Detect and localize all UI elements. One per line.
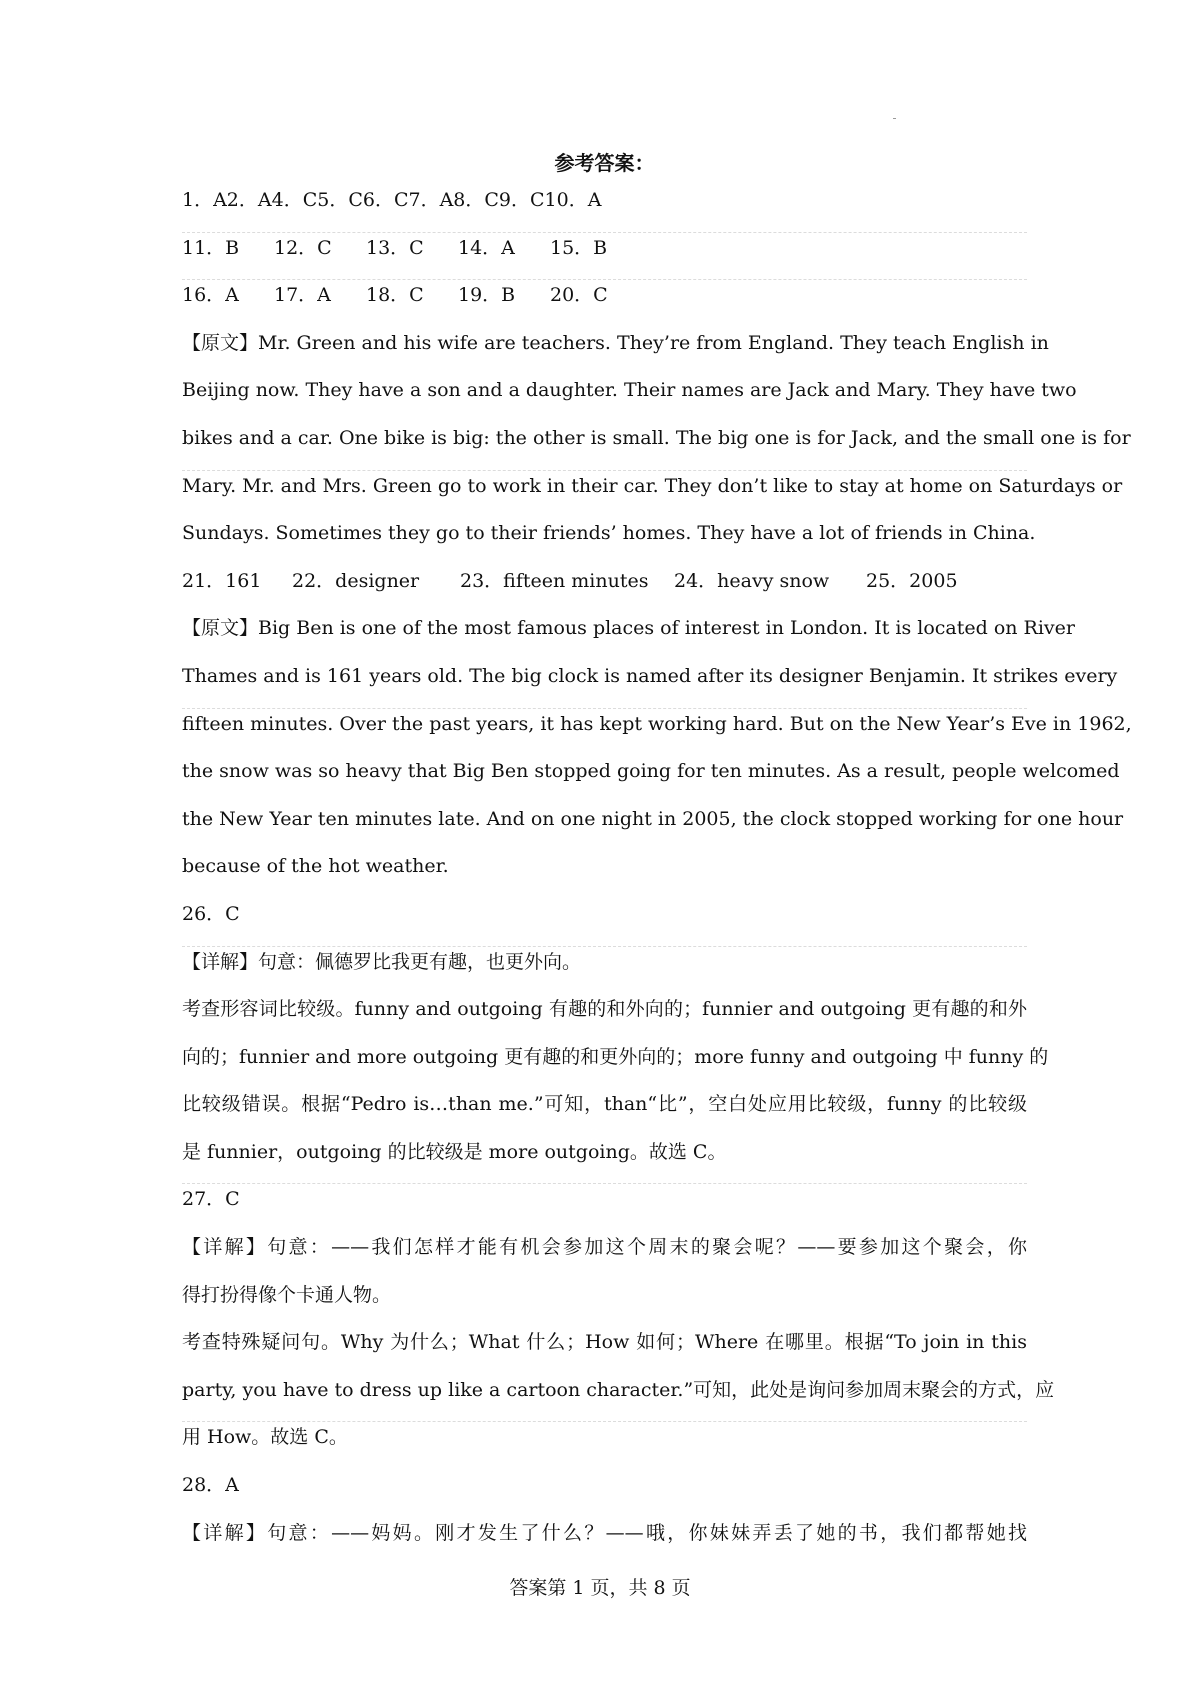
answer-item: 24．heavy snow: [674, 569, 830, 592]
answers-11-15: [182, 233, 1027, 281]
passage2-line: because of the hot weather.: [182, 855, 449, 878]
page-footer: 答案第 1 页，共 8 页: [509, 1577, 691, 1599]
q26-explanation-line: 是 funnier，outgoing 的比较级是 more outgoing。故选 C。: [182, 1137, 1027, 1185]
q26-explanation-line: 考查形容词比较级。funny and outgoing 有趣的和外向的；funnier and outgoing 更有趣的和外: [182, 998, 1027, 1021]
answer-lines: [182, 185, 1132, 1565]
answer-item: 22．designer: [292, 569, 420, 592]
answer-item: 14．A: [458, 236, 515, 259]
q27-explanation-line: 得打扮得像个卡通人物。: [182, 1283, 392, 1306]
answers-16-20: [182, 280, 1027, 328]
answer-item: 23．fifteen minutes: [460, 569, 649, 592]
answer-item: 21．161: [182, 569, 262, 592]
passage2-line: the snow was so heavy that Big Ben stopped going for ten minutes. As a result, people welcomed: [182, 760, 1120, 783]
q27-explanation-line: 考查特殊疑问句。Why 为什么；What 什么；How 如何；Where 在哪里。根据“To join in this: [182, 1331, 1027, 1354]
passage1-line: bikes and a car. One bike is big: the other is small. The big one is for Jack, and the small one is for: [182, 423, 1027, 471]
q27-explanation-line: 【详解】句意：——我们怎样才能有机会参加这个周末的聚会呢？——要参加这个聚会，你: [182, 1236, 1027, 1259]
q27-answer: 27．C: [182, 1188, 240, 1211]
page-title: 参考答案：: [554, 151, 655, 175]
q26-explanation-line: 比较级错误。根据“Pedro is…than me.”可知，than“比”，空白处应用比较级，funny 的比较级: [182, 1093, 1027, 1116]
q28-answer: 28．A: [182, 1474, 239, 1497]
answers-21-25: [182, 566, 1027, 614]
answer-item: 17．A: [274, 284, 331, 307]
answer-item: 18．C: [366, 284, 424, 307]
passage1-line: 【原文】Mr. Green and his wife are teachers. They’re from England. They teach English in: [182, 331, 1049, 354]
answer-item: 15．B: [550, 236, 608, 259]
q27-explanation-line: 用 How。故选 C。: [182, 1426, 348, 1449]
answer-item: 12．C: [274, 236, 332, 259]
passage2-line: Thames and is 161 years old. The big clock is named after its designer Benjamin. It strikes every: [182, 661, 1027, 709]
answer-item: 16．A: [182, 284, 239, 307]
answer-item: 19．B: [458, 284, 516, 307]
scan-mark: [893, 118, 896, 119]
passage2-line: 【原文】Big Ben is one of the most famous places of interest in London. It is located on River: [182, 617, 1075, 640]
answer-item: 11．B: [182, 236, 240, 259]
answer-item: 20．C: [550, 284, 608, 307]
passage1-line: Beijing now. They have a son and a daughter. Their names are Jack and Mary. They have two: [182, 379, 1077, 402]
passage1-line: Mary. Mr. and Mrs. Green go to work in their car. They don’t like to stay at home on Saturdays or: [182, 474, 1123, 497]
q27-explanation-line: party, you have to dress up like a cartoon character.”可知，此处是询问参加周末聚会的方式，应: [182, 1375, 1027, 1423]
answer-item: 25．2005: [866, 569, 958, 592]
passage2-line: the New Year ten minutes late. And on one night in 2005, the clock stopped working for one hour: [182, 807, 1124, 830]
answers-1-10: 1．A2．A4．C5．C6．C7．A8．C9．C10．A: [182, 185, 1027, 233]
q26-explanation-line: 【详解】句意：佩德罗比我更有趣，也更外向。: [182, 950, 582, 973]
q26-explanation-line: 向的；funnier and more outgoing 更有趣的和更外向的；more funny and outgoing 中 funny 的: [182, 1045, 1049, 1068]
q28-explanation-line: 【详解】句意：——妈妈。刚才发生了什么？——哦，你妹妹弄丢了她的书，我们都帮她找: [182, 1521, 1027, 1544]
answer-item: 13．C: [366, 236, 424, 259]
q26-answer: 26．C: [182, 899, 1027, 947]
passage2-line: fifteen minutes. Over the past years, it has kept working hard. But on the New Year’s Eve in 1962,: [182, 712, 1132, 735]
passage1-line: Sundays. Sometimes they go to their friends’ homes. They have a lot of friends in China.: [182, 522, 1036, 545]
